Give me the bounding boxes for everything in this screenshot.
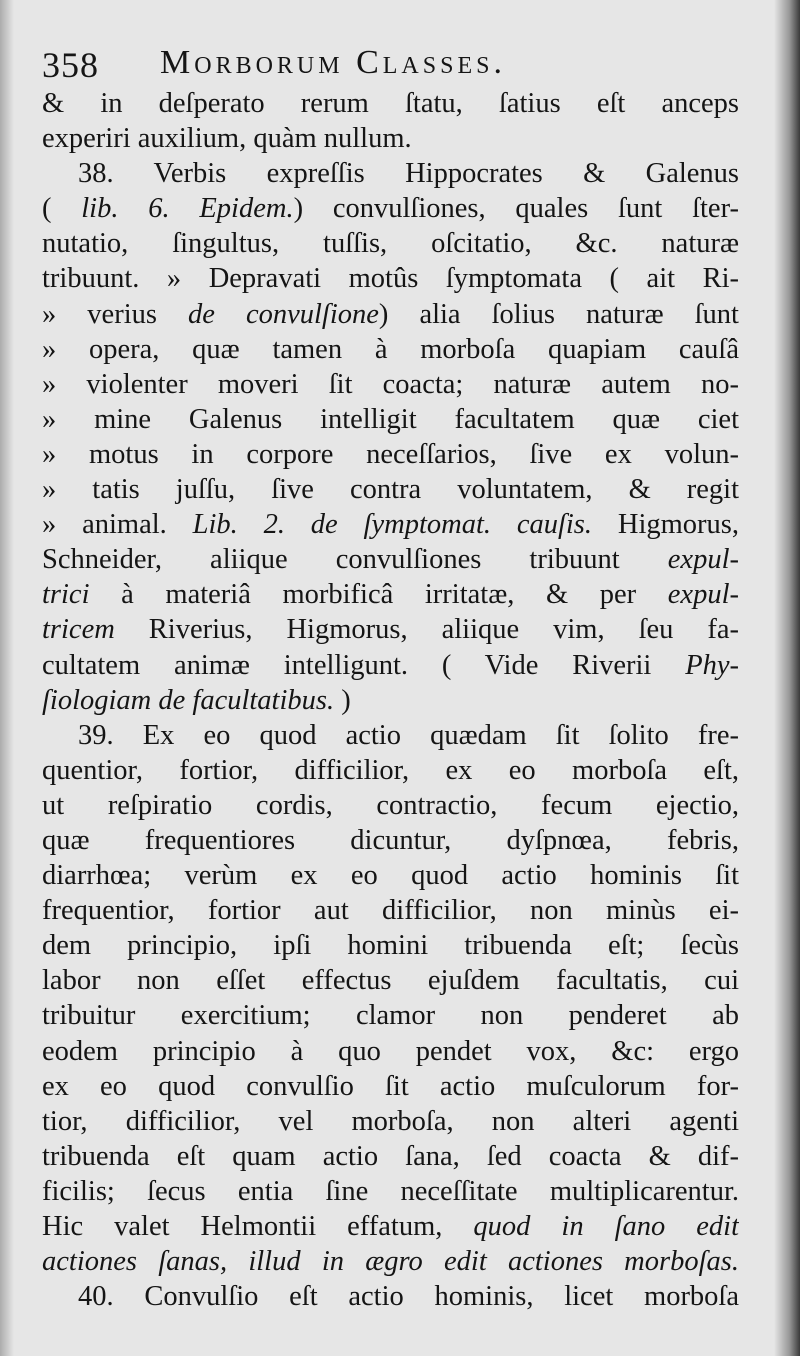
running-title: Morborum Classes. [160, 44, 506, 81]
italic-text: Phy- [685, 649, 739, 681]
italic-text: tricem [42, 614, 115, 646]
text-segment: experiri auxilium, quàm nullum. [42, 123, 412, 155]
text-segment: Hic valet Helmontii effatum, [42, 1211, 474, 1242]
page-header [42, 40, 742, 86]
text-segment: ex eo quod convulſio ſit actio muſculorum for- [42, 1070, 739, 1102]
text-segment: quentior, fortior, difficilior, ex eo morboſa eſt, [42, 754, 739, 786]
text-line [42, 683, 739, 718]
text-segment: 39. Ex eo quod actio quædam ſit ſolito fre- [78, 719, 739, 751]
text-segment: ) convulſiones, quales ſunt ſter- [293, 193, 739, 225]
text-line [42, 402, 739, 437]
italic-text: lib. 6. Epidem. [81, 193, 294, 225]
text-segment: Riverius, Higmorus, aliique vim, ſeu fa- [114, 614, 739, 646]
page-number: 358 [42, 45, 99, 85]
text-line [42, 1279, 739, 1314]
text-line [42, 577, 739, 612]
text-segment: » opera, quæ tamen à morboſa quapiam cauſâ [42, 333, 739, 365]
text-line [42, 1104, 739, 1139]
text-line [42, 928, 739, 963]
text-line [42, 998, 739, 1033]
text-line [42, 718, 739, 753]
text-segment: labor non eſſet effectus ejuſdem facultatis, cui [42, 965, 739, 997]
italic-text: trici [42, 579, 90, 611]
text-line [42, 893, 739, 928]
text-segment: eodem principio à quo pendet vox, &c: ergo [42, 1035, 739, 1067]
text-line [42, 753, 739, 788]
text-segment: nutatio, ſingultus, tuſſis, oſcitatio, &c. naturæ [42, 228, 739, 260]
text-segment: ) alia ſolius naturæ ſunt [378, 298, 739, 330]
italic-text: expul- [667, 579, 739, 611]
text-segment: Higmorus, [592, 509, 739, 541]
italic-text: de convulſione [188, 298, 379, 330]
text-segment: diarrhœa; verùm ex eo quod actio hominis ſit [42, 860, 739, 892]
text-segment: quæ frequentiores dicuntur, dyſpnœa, febris, [42, 824, 739, 856]
text-line [42, 823, 739, 858]
text-segment: tior, difficilior, vel morboſa, non alteri agenti [42, 1105, 739, 1137]
text-line [42, 612, 739, 647]
text-line [42, 156, 739, 191]
italic-text: Lib. 2. de ſymptomat. cauſis. [192, 509, 593, 541]
text-segment: cultatem animæ intelligunt. ( Vide Riverii [42, 649, 686, 681]
text-line [42, 1174, 739, 1209]
text-line [42, 226, 739, 261]
text-segment: ut reſpiratio cordis, contractio, fecum ejectio, [42, 789, 739, 821]
text-segment: tribuitur exercitium; clamor non penderet ab [42, 1000, 739, 1032]
body-text [42, 86, 739, 1314]
text-line [42, 191, 739, 226]
text-line [42, 1209, 739, 1244]
text-segment: dem principio, ipſi homini tribuenda eſt; ſecùs [42, 930, 739, 962]
text-line [42, 648, 739, 683]
text-line [42, 1034, 739, 1069]
text-segment: 38. Verbis expreſſis Hippocrates & Galenus [78, 158, 739, 190]
text-segment: » motus in corpore neceſſarios, ſive ex volun- [42, 438, 739, 470]
text-segment: » violenter moveri ſit coacta; naturæ autem no- [42, 368, 739, 400]
text-line [42, 332, 739, 367]
text-segment: » verius [42, 298, 188, 330]
italic-text: actiones ſanas, illud in ægro edit actiones morboſas. [42, 1246, 739, 1278]
italic-text: quod in ſano edit [473, 1211, 739, 1242]
text-line [42, 1244, 739, 1279]
text-line [42, 963, 739, 998]
text-line [42, 858, 739, 893]
text-line [42, 472, 739, 507]
text-segment: » animal. [42, 509, 193, 541]
text-line [42, 507, 739, 542]
italic-text: expul- [667, 544, 739, 576]
text-segment: à materiâ morbificâ irritatæ, & per [89, 579, 668, 611]
italic-text: ſiologiam de facultatibus. [42, 684, 335, 716]
text-segment: » mine Galenus intelligit facultatem quæ ciet [42, 403, 739, 435]
text-line [42, 367, 739, 402]
text-segment: ) [334, 684, 351, 716]
text-segment: & in deſperato rerum ſtatu, ſatius eſt anceps [42, 88, 739, 119]
text-segment: 40. Convulſio eſt actio hominis, licet morboſa [78, 1281, 739, 1313]
text-line [42, 1069, 739, 1104]
gutter-shadow [0, 0, 14, 1356]
text-line [42, 542, 739, 577]
text-line [42, 86, 739, 121]
text-line [42, 1139, 739, 1174]
text-segment: frequentior, fortior aut difficilior, non minùs ei- [42, 895, 739, 927]
text-line [42, 121, 739, 156]
text-segment: Schneider, aliique convulſiones tribuunt [42, 544, 668, 576]
text-segment: » tatis juſſu, ſive contra voluntatem, & regit [42, 474, 739, 506]
text-segment: ficilis; ſecus entia ſine neceſſitate multiplicarentur. [42, 1175, 739, 1207]
text-segment: tribuunt. » Depravati motûs ſymptomata ( ait Ri- [42, 263, 739, 295]
text-segment: ( [42, 193, 82, 225]
text-line [42, 788, 739, 823]
text-line [42, 437, 739, 472]
page-edge-shadow [774, 0, 800, 1356]
text-line [42, 297, 739, 332]
text-line [42, 261, 739, 296]
text-segment: tribuenda eſt quam actio ſana, ſed coacta & dif- [42, 1140, 739, 1172]
